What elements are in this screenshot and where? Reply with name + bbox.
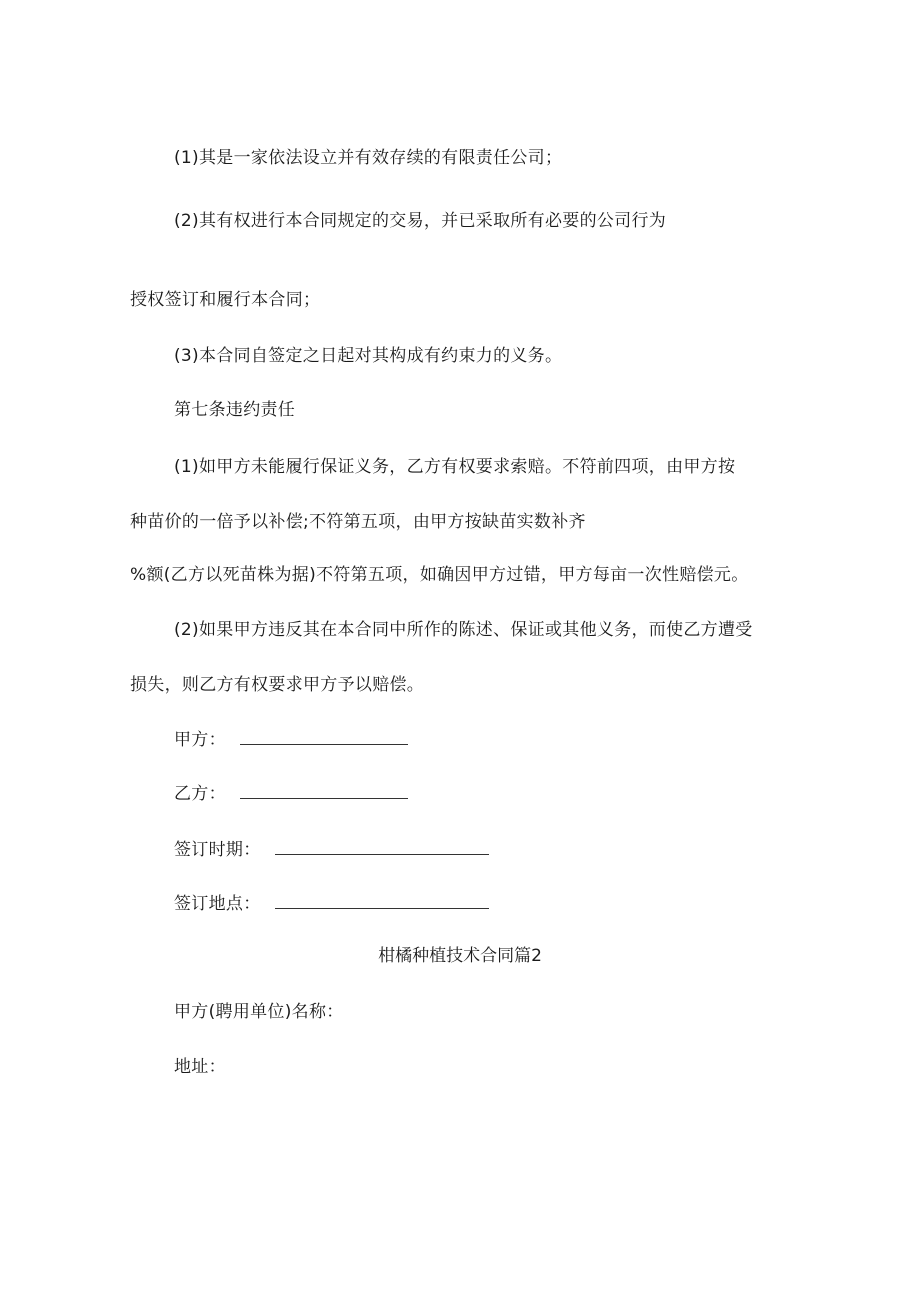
party-a-blank bbox=[240, 728, 408, 745]
sign-place-row bbox=[174, 892, 489, 916]
party-a-row bbox=[174, 728, 408, 752]
sign-date-row bbox=[174, 838, 489, 862]
clause-paragraph: (3)本合同自签定之日起对其构成有约束力的义务。 bbox=[174, 346, 563, 366]
clause-paragraph: 损失，则乙方有权要求甲方予以赔偿。 bbox=[130, 675, 425, 695]
clause-paragraph: 种苗价的一倍予以补偿;不符第五项，由甲方按缺苗实数补齐 bbox=[130, 512, 586, 532]
address-label: 地址： bbox=[174, 1057, 226, 1077]
employer-name-label: 甲方(聘用单位)名称： bbox=[174, 1002, 344, 1022]
party-b-row bbox=[174, 782, 408, 806]
sign-place-blank bbox=[275, 892, 489, 909]
section-title: 柑橘种植技术合同篇2 bbox=[378, 946, 542, 966]
sign-date-blank bbox=[275, 838, 489, 855]
clause-paragraph: (1)其是一家依法设立并有效存续的有限责任公司； bbox=[174, 148, 563, 168]
article-heading: 第七条违约责任 bbox=[174, 400, 296, 420]
party-b-label: 乙方： bbox=[174, 784, 226, 804]
party-a-label: 甲方： bbox=[174, 730, 226, 750]
party-b-blank bbox=[240, 782, 408, 799]
sign-place-label: 签订地点： bbox=[174, 894, 261, 914]
clause-paragraph: 授权签订和履行本合同； bbox=[130, 290, 321, 310]
clause-paragraph: (2)其有权进行本合同规定的交易，并已采取所有必要的公司行为 bbox=[174, 211, 667, 231]
clause-paragraph: (2)如果甲方违反其在本合同中所作的陈述、保证或其他义务，而使乙方遭受 bbox=[174, 620, 753, 640]
sign-date-label: 签订时期： bbox=[174, 840, 261, 860]
clause-paragraph: %额(乙方以死苗株为据)不符第五项，如确因甲方过错，甲方每亩一次性赔偿元。 bbox=[130, 565, 749, 585]
clause-paragraph: (1)如甲方未能履行保证义务，乙方有权要求索赔。不符前四项，由甲方按 bbox=[174, 457, 736, 477]
